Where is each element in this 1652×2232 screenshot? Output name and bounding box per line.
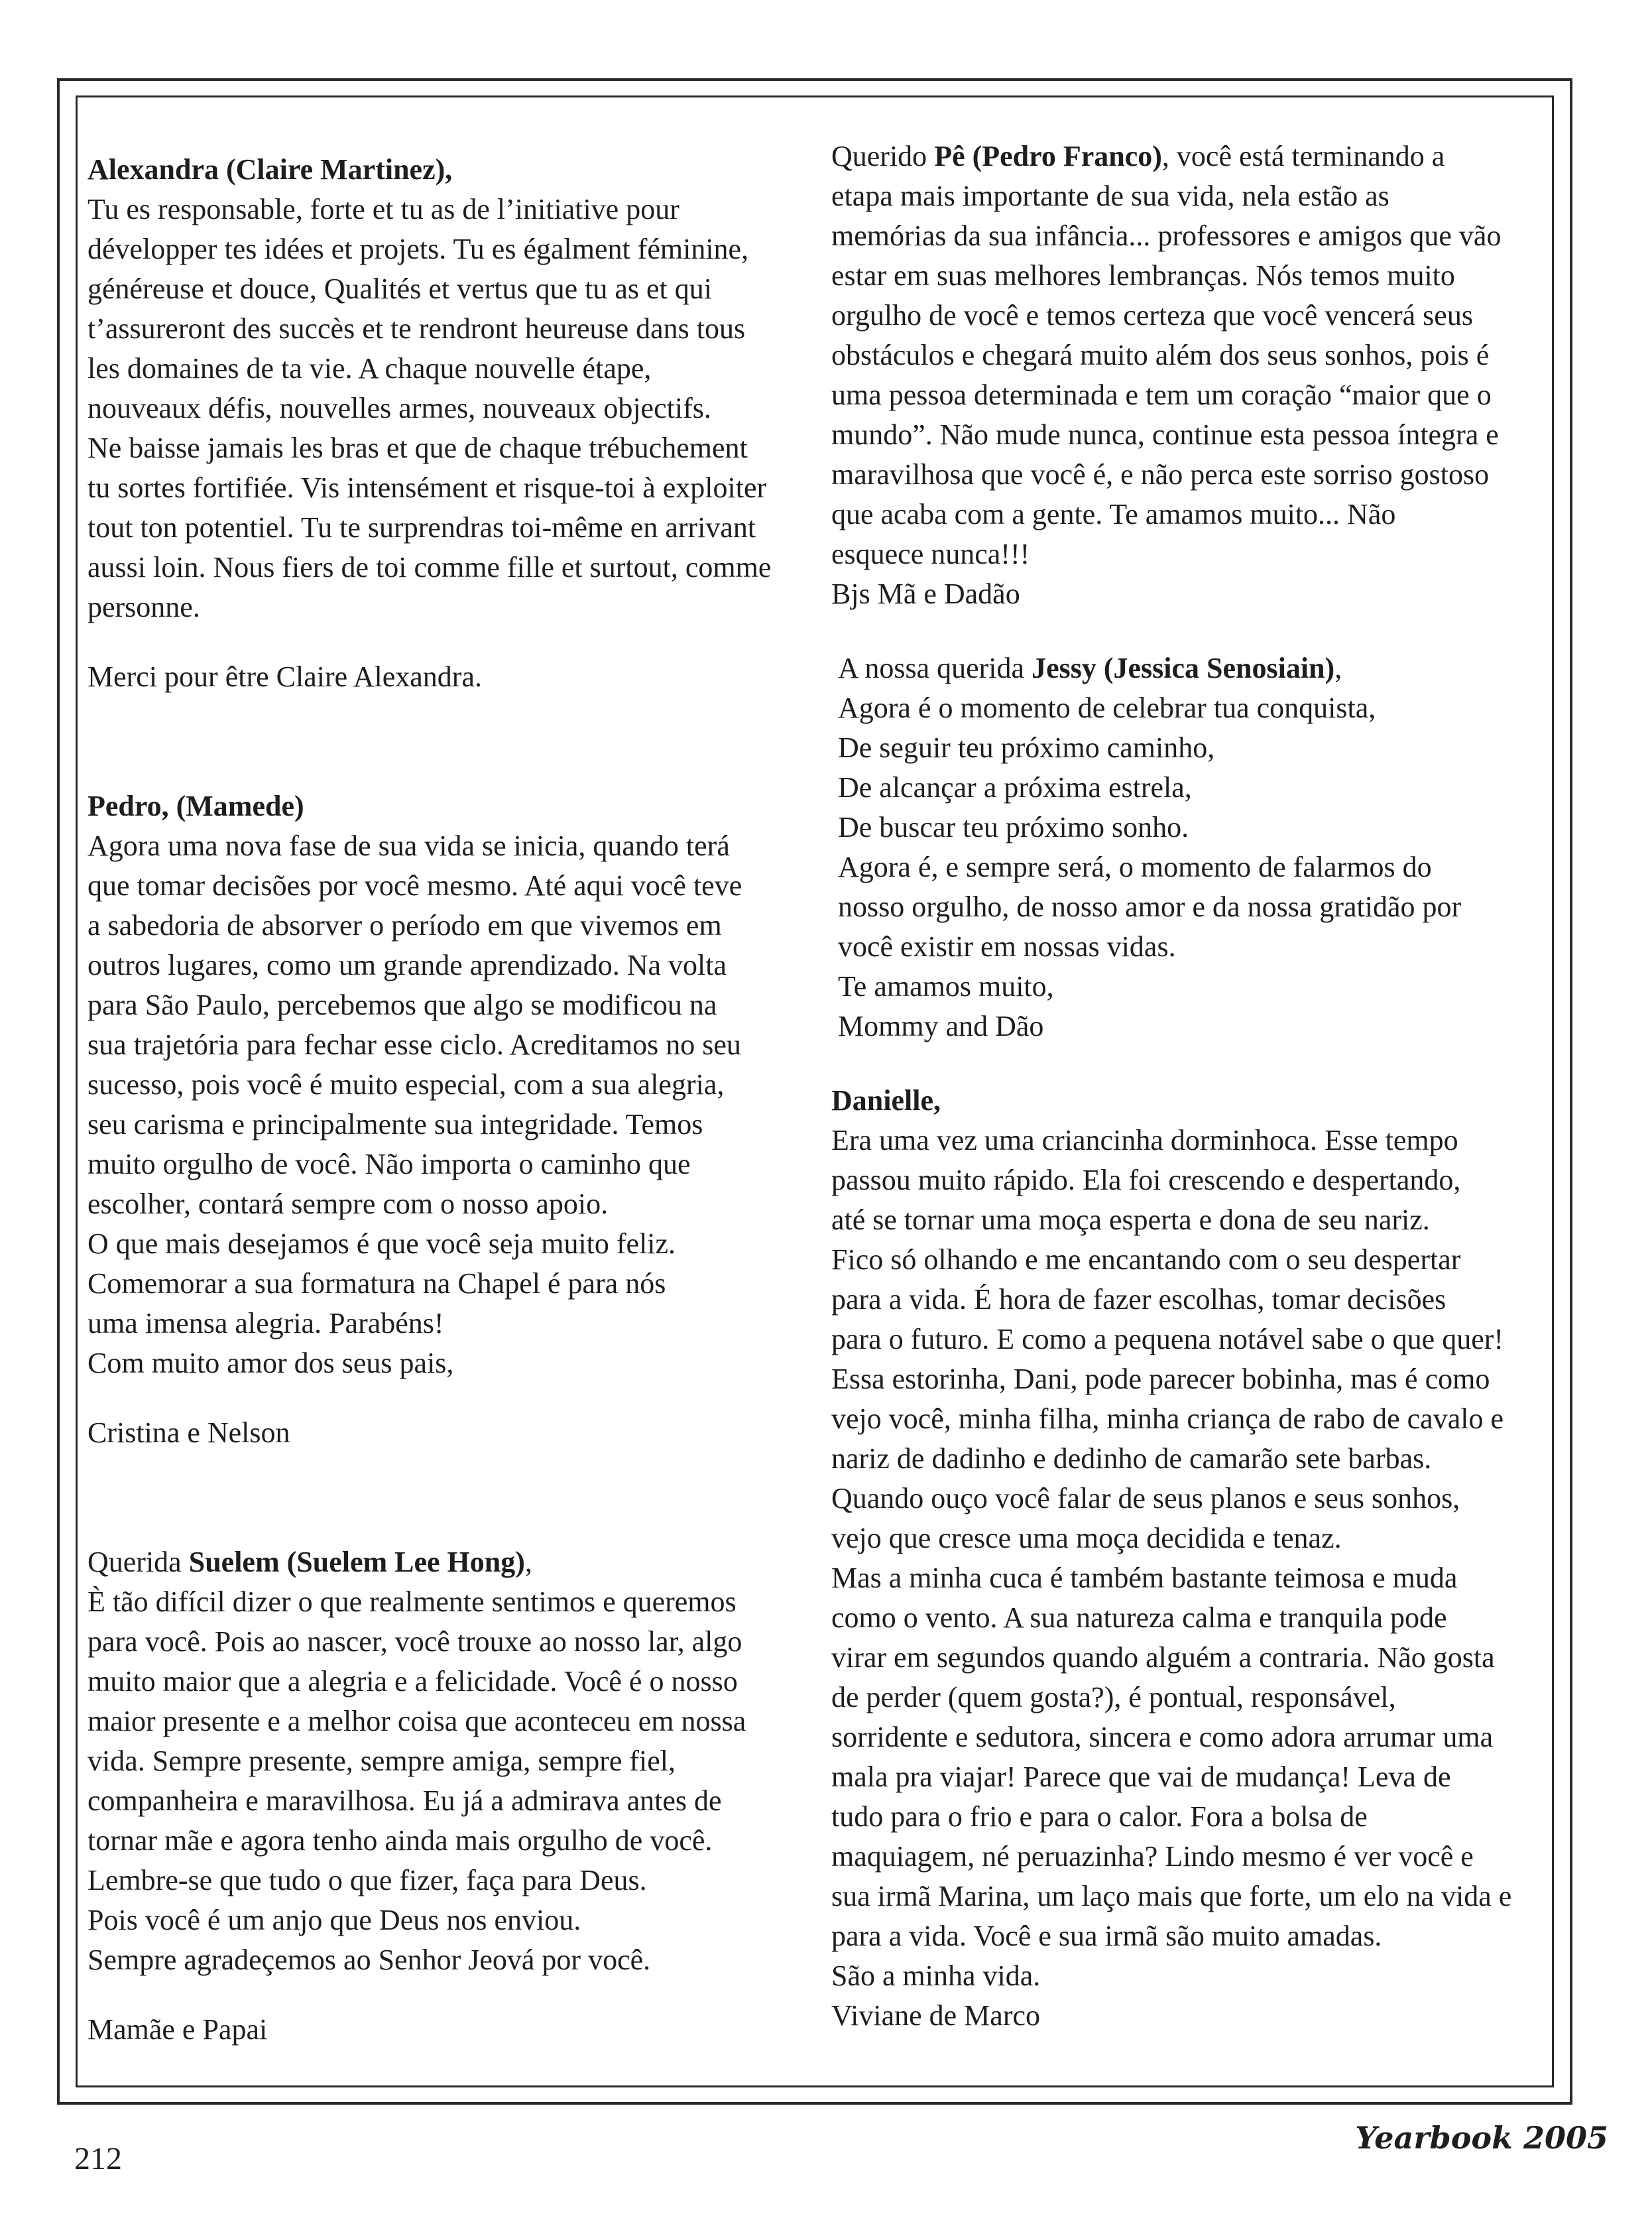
message-jessy [831, 649, 1567, 1046]
message-line: maior presente e a melhor coisa que aconteceu em nossa [88, 1705, 746, 1737]
message-line: Com muito amor dos seus pais, [88, 1347, 454, 1379]
message-signature: Cristina e Nelson [88, 1416, 290, 1449]
message-line: maravilhosa que você é, e não perca este sorriso gostoso [831, 458, 1490, 491]
message-line: escolher, contará sempre com o nosso apoio. [88, 1188, 609, 1220]
message-line: t’assureront des succès et te rendront heureuse dans tous [88, 312, 746, 345]
heading-name: Pê (Pedro Franco) [934, 140, 1162, 172]
heading-prefix: A nossa querida [838, 652, 1032, 684]
message-line: Agora é o momento de celebrar tua conquista, [838, 692, 1376, 724]
message-line: Essa estorinha, Dani, pode parecer bobinha, mas é como [831, 1363, 1490, 1395]
message-line: para o futuro. E como a pequena notável sabe o que quer! [831, 1323, 1504, 1355]
message-heading: Danielle, [831, 1084, 941, 1117]
message-line: sua irmã Marina, um laço mais que forte, um elo na vida e [831, 1880, 1512, 1912]
right-column [831, 137, 1567, 2036]
message-line: que tomar decisões por você mesmo. Até aqui você teve [88, 869, 742, 902]
message-heading [838, 649, 1567, 688]
message-line: uma pessoa determinada e tem um coração “maior que o [831, 379, 1492, 411]
message-line: De seguir teu próximo caminho, [838, 731, 1215, 764]
message-line: De alcançar a próxima estrela, [838, 771, 1192, 804]
message-line: tout ton potentiel. Tu te surprendras toi-même en arrivant [88, 511, 756, 544]
left-column [88, 150, 823, 2050]
message-line: De buscar teu próximo sonho. [838, 811, 1189, 843]
message-danielle [831, 1081, 1567, 2036]
message-line: memórias da sua infância... professores e amigos que vão [831, 219, 1502, 252]
message-line: mala pra viajar! Parece que vai de mudança! Leva de [831, 1761, 1451, 1793]
message-alexandra [88, 150, 823, 697]
message-line: virar em segundos quando alguém a contraria. Não gosta [831, 1641, 1495, 1674]
message-line: vejo você, minha filha, minha criança de rabo de cavalo e [831, 1402, 1504, 1435]
message-line: como o vento. A sua natureza calma e tranquila pode [831, 1601, 1447, 1634]
message-line: les domaines de ta vie. A chaque nouvelle étape, [88, 352, 652, 385]
heading-name: Suelem (Suelem Lee Hong) [188, 1546, 525, 1578]
message-line: para você. Pois ao nascer, você trouxe ao nosso lar, algo [88, 1625, 742, 1658]
heading-suffix: , você está terminando a [1161, 140, 1445, 172]
message-line: etapa mais importante de sua vida, nela estão as [831, 180, 1389, 212]
message-line: você existir em nossas vidas. [838, 930, 1176, 963]
message-line: para São Paulo, percebemos que algo se modificou na [88, 989, 717, 1021]
message-heading: Alexandra (Claire Martinez), [88, 153, 453, 186]
message-line: développer tes idées et projets. Tu es égalment féminine, [88, 233, 749, 265]
heading-prefix: Querido [831, 140, 935, 172]
message-signature: Mamãe e Papai [88, 2013, 268, 2046]
message-heading [831, 137, 1567, 176]
message-line: vida. Sempre presente, sempre amiga, sempre fiel, [88, 1745, 676, 1777]
message-line: para a vida. Você e sua irmã são muito amadas. [831, 1920, 1382, 1952]
heading-suffix: , [1334, 652, 1342, 684]
message-signature: Merci pour être Claire Alexandra. [88, 660, 482, 693]
message-line: para a vida. É hora de fazer escolhas, tomar decisões [831, 1283, 1446, 1316]
message-line: Comemorar a sua formatura na Chapel é para nós [88, 1267, 666, 1300]
publication-year: 2005 [1523, 2120, 1608, 2156]
message-line: nariz de dadinho e dedinho de camarão sete barbas. [831, 1442, 1432, 1475]
message-signature: Viviane de Marco [831, 1999, 1041, 2032]
message-line: Ne baisse jamais les bras et que de chaque trébuchement [88, 432, 748, 464]
message-line: até se tornar uma moça esperta e dona de seu nariz. [831, 1204, 1430, 1236]
page-number: 212 [74, 2141, 122, 2176]
message-line: Pois você é um anjo que Deus nos enviou. [88, 1904, 581, 1936]
heading-prefix: Querida [88, 1546, 189, 1578]
message-line: muito orgulho de você. Não importa o caminho que [88, 1148, 691, 1180]
message-line: que acaba com a gente. Te amamos muito... Não [831, 498, 1396, 530]
message-line: nouveaux défis, nouvelles armes, nouveaux objectifs. [88, 392, 711, 424]
message-line: tu sortes fortifiée. Vis intensément et risque-toi à exploiter [88, 471, 767, 504]
message-line: uma imensa alegria. Parabéns! [88, 1307, 444, 1339]
message-line: sorridente e sedutora, sincera e como adora arrumar uma [831, 1721, 1494, 1753]
message-line: Agora é, e sempre será, o momento de falarmos do [838, 851, 1432, 883]
message-line: Mas a minha cuca é também bastante teimosa e muda [831, 1562, 1458, 1594]
running-footer [1355, 2118, 1608, 2158]
message-line: sucesso, pois você é muito especial, com a sua alegria, [88, 1068, 725, 1101]
heading-name: Jessy (Jessica Senosiain) [1032, 652, 1335, 684]
message-line: seu carisma e principalmente sua integridade. Temos [88, 1108, 703, 1141]
message-line: aussi loin. Nous fiers de toi comme fille et surtout, comme [88, 551, 772, 584]
message-line: mundo”. Não mude nunca, continue esta pessoa íntegra e [831, 418, 1499, 451]
message-line: Tu es responsable, forte et tu as de l’initiative pour [88, 193, 679, 225]
message-line: esquece nunca!!! [831, 538, 1030, 570]
message-line: sua trajetória para fechar esse ciclo. Acreditamos no seu [88, 1028, 741, 1061]
message-line: muito maior que a alegria e a felicidade. Você é o nosso [88, 1665, 738, 1698]
heading-suffix: , [524, 1546, 532, 1578]
message-line: Agora uma nova fase de sua vida se inicia, quando terá [88, 830, 730, 862]
message-line: È tão difícil dizer o que realmente sentimos e queremos [88, 1585, 737, 1618]
message-line: Lembre-se que tudo o que fizer, faça para Deus. [88, 1864, 647, 1896]
message-line: obstáculos e chegará muito além dos seus sonhos, pois é [831, 339, 1490, 371]
message-line: tudo para o frio e para o calor. Fora a bolsa de [831, 1800, 1368, 1833]
message-line: vejo que cresce uma moça decidida e tenaz. [831, 1522, 1342, 1554]
message-line: a sabedoria de absorver o período em que vivemos em [88, 909, 722, 942]
message-pe [831, 137, 1567, 614]
publication-name: Yearbook [1355, 2120, 1513, 2156]
message-line: passou muito rápido. Ela foi crescendo e despertando, [831, 1164, 1461, 1196]
message-line: Fico só olhando e me encantando com o seu despertar [831, 1243, 1461, 1276]
message-line: Era uma vez uma criancinha dorminhoca. Esse tempo [831, 1124, 1458, 1156]
message-line: companheira e maravilhosa. Eu já a admirava antes de [88, 1784, 722, 1817]
message-line: orgulho de você e temos certeza que você vencerá seus [831, 299, 1473, 332]
message-line: São a minha vida. [831, 1959, 1041, 1992]
message-line: de perder (quem gosta?), é pontual, responsável, [831, 1681, 1396, 1713]
message-heading: Pedro, (Mamede) [88, 790, 304, 822]
message-line: estar em suas melhores lembranças. Nós temos muito [831, 259, 1455, 292]
message-suelem [88, 1542, 823, 2050]
message-heading [88, 1542, 823, 1582]
message-line: Sempre agradeçemos ao Senhor Jeová por você. [88, 1944, 651, 1976]
message-line: Te amamos muito, [838, 970, 1054, 1003]
message-line: tornar mãe e agora tenho ainda mais orgulho de você. [88, 1824, 713, 1857]
message-line: personne. [88, 591, 200, 623]
message-line: Quando ouço você falar de seus planos e seus sonhos, [831, 1482, 1460, 1515]
message-line: généreuse et douce, Qualités et vertus que tu as et qui [88, 273, 713, 305]
message-line: outros lugares, como um grande aprendizado. Na volta [88, 949, 727, 981]
message-line: maquiagem, né peruazinha? Lindo mesmo é ver você e [831, 1840, 1474, 1873]
message-pedro-mamede [88, 786, 823, 1453]
message-line: O que mais desejamos é que você seja muito feliz. [88, 1227, 676, 1260]
message-signature: Bjs Mã e Dadão [831, 578, 1020, 610]
message-line: nosso orgulho, de nosso amor e da nossa gratidão por [838, 891, 1462, 923]
message-signature: Mommy and Dão [838, 1010, 1044, 1042]
